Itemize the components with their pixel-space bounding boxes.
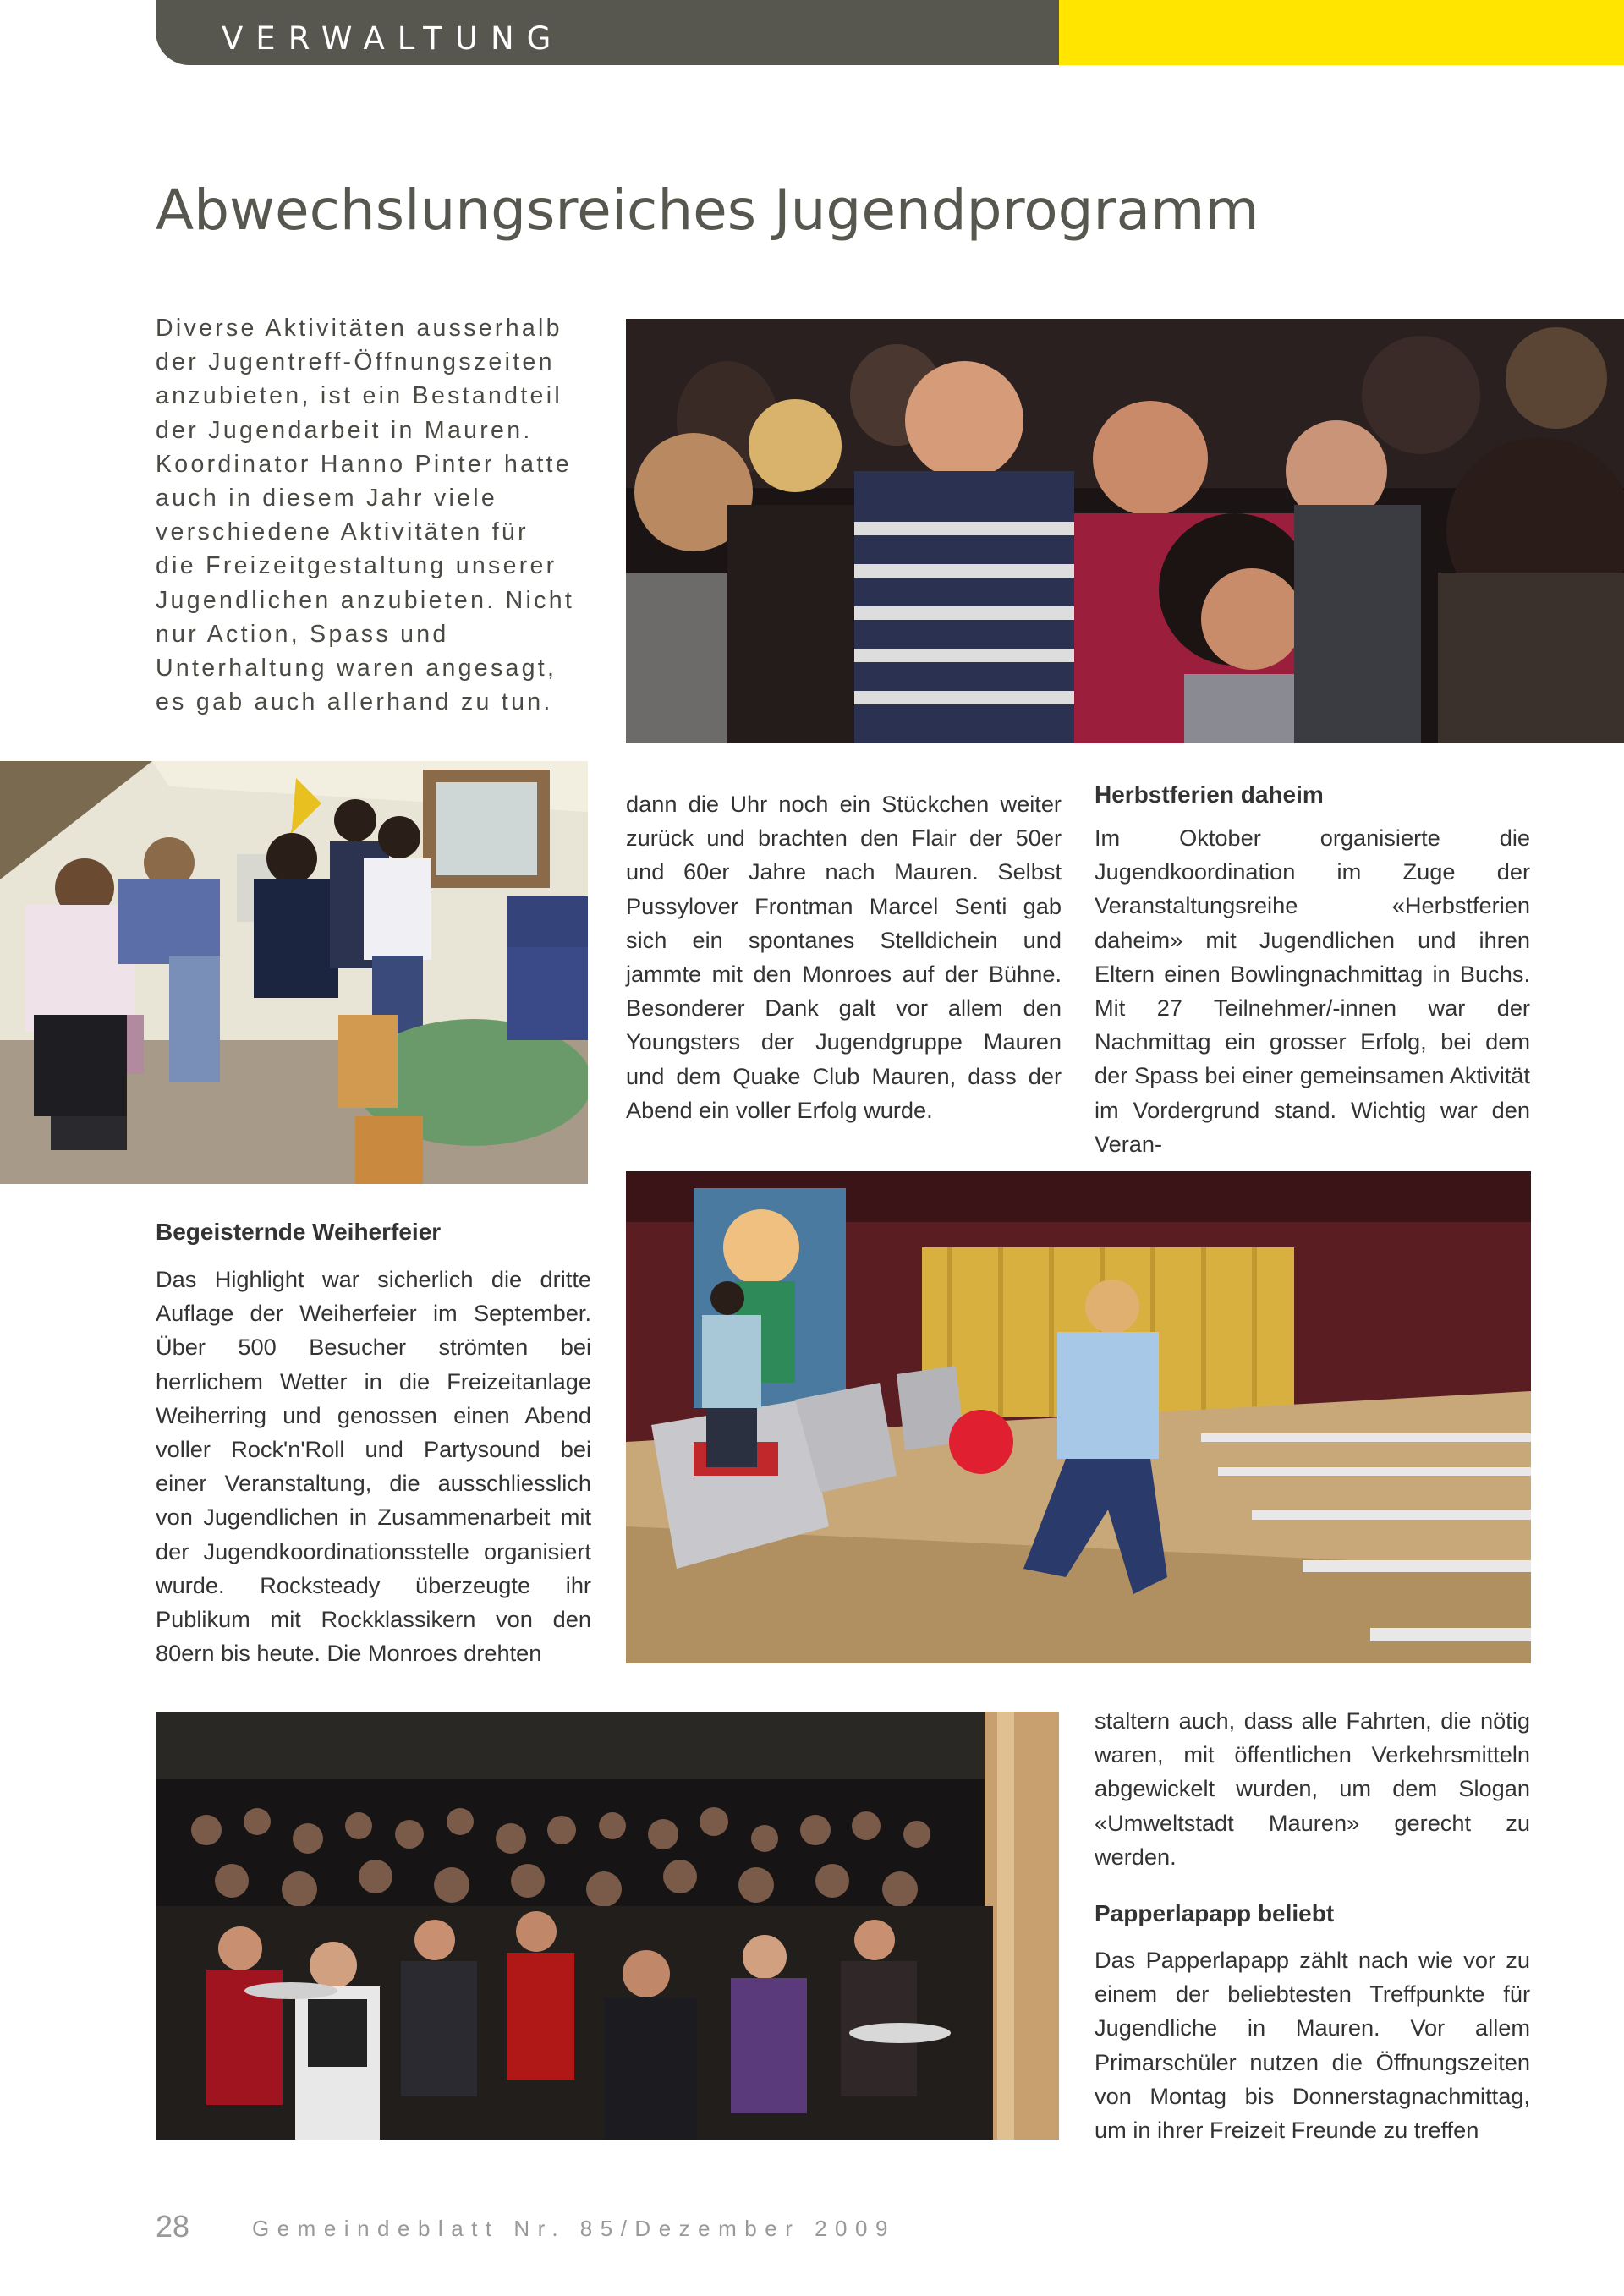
party-crowd-photo <box>626 319 1624 743</box>
bowling-photo <box>626 1171 1531 1663</box>
publication-footer: Gemeindeblatt Nr. 85/Dezember 2009 <box>252 2216 896 2241</box>
section-label: VERWALTUNG <box>222 20 564 57</box>
herbstferien-continued-text: staltern auch, dass alle Fahrten, die nötig waren, mit öffentlichen Verkehrsmitteln abgewickelt wurden, um dem Slogan «Umweltstadt Mauren» gerecht zu werden. <box>1095 1707 1530 1870</box>
header-accent <box>1059 0 1624 65</box>
youth-room-photo <box>0 761 588 1184</box>
herbstferien-text: Im Oktober organisierte die Jugendkoordination im Zuge der Veranstaltungsreihe «Herbstferien daheim» mit Jugendlichen und ihren Eltern einen Bowlingnachmittag in Buchs. Mit 27 Teilnehmer/-innen war der Nachmittag ein grosser Erfolg, bei dem der Spass bei einer gemeinsamen Aktivität im Vordergrund stand. Wichtig war den Veran- <box>1095 825 1530 1157</box>
concert-crowd-photo <box>156 1712 1059 2140</box>
page-number: 28 <box>156 2209 190 2244</box>
article-intro: Diverse Aktivitäten ausserhalb der Jugentreff-Öffnungszeiten anzubieten, ist ein Bestandteil der Jugendarbeit in Mauren. Koordinator Hanno Pinter hatte auch in diesem Jahr viele verschiedene Aktivitäten für die Freizeitgestaltung unserer Jugendlichen anzubieten. Nicht nur Action, Spass und Unterhaltung waren angesagt, es gab auch allerhand zu tun. <box>156 315 575 716</box>
article-title: Abwechslungsreiches Jugendprogramm <box>156 178 1259 243</box>
papperlapapp-text: Das Papperlapapp zählt nach wie vor zu einem der beliebtesten Treffpunkte für Jugendliche in Mauren. Vor allem Primarschüler nutzen die Öffnungszeiten von Montag bis Donnerstagnachmittag, um in ihrer Freizeit Freunde zu treffen <box>1095 1947 1530 2144</box>
weiherfeier-text: Das Highlight war sicherlich die dritte Auflage der Weiherfeier im September. Über 500 Besucher strömten bei herrlichem Wetter in die Freizeitanlage Weiherring und genossen einen Abend voller Rock'n'Roll und Partysound bei einer Veranstaltung, die ausschliesslich von Jugendlichen in Zusammenarbeit mit der Jugendkoordinationsstelle organisiert wurde. Rocksteady überzeugte ihr Publikum mit Rockklassikern von den 80ern bis heute. Die Monroes drehten <box>156 1266 591 1667</box>
herbstferien-heading: Herbstferien daheim <box>1095 781 1324 808</box>
weiherfeier-heading: Begeisternde Weiherfeier <box>156 1219 442 1245</box>
papperlapapp-heading: Papperlapapp beliebt <box>1095 1900 1335 1926</box>
middle-column-text: dann die Uhr noch ein Stückchen weiter zurück und brachten den Flair der 50er und 60er Jahre nach Mauren. Selbst Pussylover Frontman Marcel Senti gab sich ein spontanes Stelldichein und jammte mit den Monroes auf der Bühne. Besonderer Dank galt vor allem den Youngsters der Jugendgruppe Mauren und dem Quake Club Mauren, dass der Abend ein voller Erfolg wurde. <box>626 791 1062 1123</box>
